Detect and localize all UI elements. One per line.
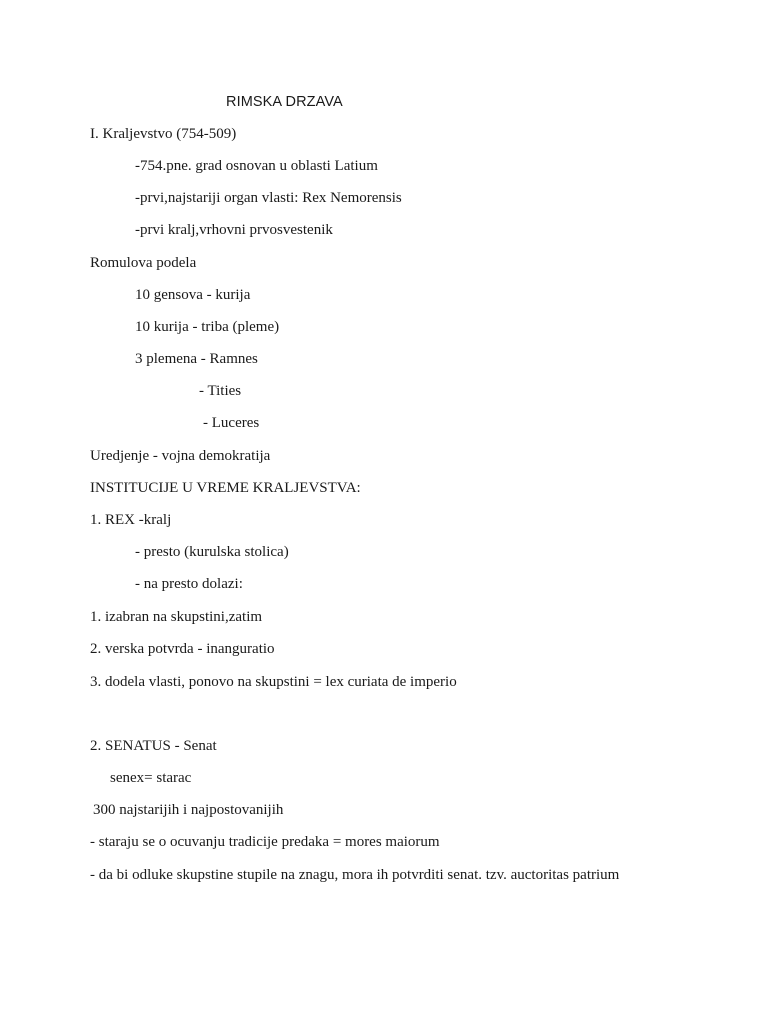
text-line: 300 najstarijih i najpostovanijih (93, 802, 284, 818)
text-line: -754.pne. grad osnovan u oblasti Latium (135, 158, 378, 174)
text-line: 10 kurija - triba (pleme) (135, 319, 280, 335)
text-line: 3. dodela vlasti, ponovo na skupstini = lex curiata de imperio (90, 674, 457, 690)
section-heading-senatus: 2. SENATUS - Senat (90, 738, 217, 754)
text-line: 2. verska potvrda - inanguratio (90, 641, 275, 657)
section-heading-institucije: INSTITUCIJE U VREME KRALJEVSTVA: (90, 480, 361, 496)
section-heading-kraljevstvo: I. Kraljevstvo (754-509) (90, 126, 237, 142)
text-line: - presto (kurulska stolica) (135, 544, 289, 560)
section-heading-rex: 1. REX -kralj (90, 512, 172, 528)
text-line: -prvi,najstariji organ vlasti: Rex Nemorensis (135, 190, 402, 206)
text-line: senex= starac (110, 770, 192, 786)
text-line: - Tities (199, 383, 242, 399)
text-line: - na presto dolazi: (135, 576, 243, 592)
text-line: 10 gensova - kurija (135, 287, 251, 303)
section-heading-romulova-podela: Romulova podela (90, 255, 197, 271)
text-line: - staraju se o ocuvanju tradicije predaka = mores maiorum (90, 834, 440, 850)
text-line: - da bi odluke skupstine stupile na znagu, mora ih potvrditi senat. tzv. auctoritas patrium (90, 867, 620, 883)
document-title: RIMSKA DRZAVA (226, 94, 343, 110)
text-line: Uredjenje - vojna demokratija (90, 448, 271, 464)
text-line: - Luceres (203, 415, 260, 431)
text-line: 3 plemena - Ramnes (135, 351, 258, 367)
text-line: -prvi kralj,vrhovni prvosvestenik (135, 222, 333, 238)
text-line: 1. izabran na skupstini,zatim (90, 609, 263, 625)
